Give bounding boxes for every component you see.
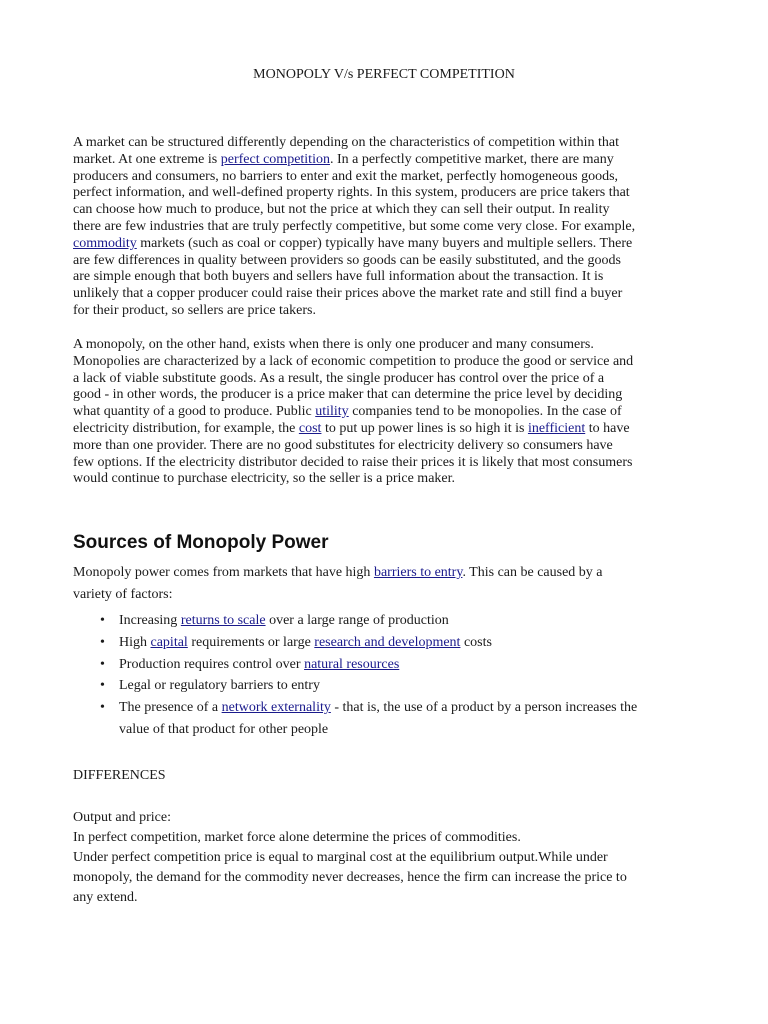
text-run: Monopoly power comes from markets that have high [73,565,374,580]
link-utility[interactable]: utility [315,404,349,420]
link-cost[interactable]: cost [298,420,322,436]
text-run: few options. If the electricity distributor decided to raise their prices it is likely that most consumers [73,454,633,470]
link-inefficient[interactable]: inefficient [527,420,586,436]
text-run: to have [585,420,630,436]
paragraph-monopoly-power [73,562,603,605]
text-line [73,169,635,186]
text-run: High [119,634,151,650]
text-run: electricity distribution, for example, the [73,420,299,436]
text-line [73,337,633,354]
link-perfect-competition[interactable]: perfect competition [220,151,330,167]
section-heading: Sources of Monopoly Power [73,532,329,553]
text-run: markets (such as coal or copper) typically have many buyers and multiple sellers. There [136,235,633,251]
text-line [73,202,635,219]
text-run: what quantity of a good to produce. Public [73,404,316,420]
text-run: variety of factors: [73,586,173,602]
text-run: perfect information, and well-defined property rights. In this system, producers are price takers that [73,185,630,201]
link-returns-to-scale[interactable]: returns to scale [180,613,266,628]
text-line [73,438,633,455]
list-item [100,632,637,654]
bullet-icon: • [100,656,105,672]
text-line [73,455,633,472]
text-run: - that is, the use of a product by a person increases the [330,700,638,716]
text-run: good - in other words, the producer is a price maker that can determine the price level by deciding [73,387,623,403]
link-barriers-to-entry[interactable]: barriers to entry [373,565,463,580]
text-run: are few differences in quality between providers so goods can be easily substituted, and the goods [73,252,621,268]
text-line [73,828,627,848]
text-run: are simple enough that both buyers and sellers have full information about the transaction. It is [73,269,604,285]
text-line [100,719,637,741]
bullet-icon: • [100,634,105,650]
paragraph-monopoly [73,337,633,488]
text-run: for their product, so sellers are price takers. [73,302,316,318]
text-run: . This can be caused by a [462,565,603,580]
text-run: any extend. [73,890,138,905]
text-line [73,371,633,388]
bullet-icon: • [100,700,105,716]
list-item [100,697,637,719]
text-run: more than one provider. There are no good substitutes for electricity delivery so consumers have [73,437,613,453]
text-line [73,471,633,488]
document-title: MONOPOLY V/s PERFECT COMPETITION [253,67,515,82]
text-line [73,387,633,404]
text-line [73,269,635,286]
bullet-icon: • [100,678,105,694]
text-run: unlikely that a copper producer could raise their prices above the market rate and still find a buyer [73,286,623,302]
text-line [73,303,635,320]
text-run: . In a perfectly competitive market, there are many [329,151,614,167]
text-run: companies tend to be monopolies. In the case of [348,404,622,420]
list-item [100,654,637,676]
text-run: requirements or large [187,634,315,650]
link-capital[interactable]: capital [150,634,188,650]
differences-heading: DIFFERENCES [73,768,166,783]
text-run: Under perfect competition price is equal to marginal cost at the equilibrium output.While under [73,850,608,865]
paragraph-output-price [73,808,627,908]
text-line [73,354,633,371]
text-line [73,868,627,888]
text-line [73,185,635,202]
text-line [73,421,633,438]
text-line [73,848,627,868]
bullet-icon: • [100,613,105,628]
text-run: costs [460,634,492,650]
text-line [73,888,627,908]
text-run: A market can be structured differently depending on the characteristics of competition within that [73,135,619,150]
text-line [73,286,635,303]
text-run: value of that product for other people [119,721,329,737]
text-line [73,584,603,606]
text-line [73,236,635,253]
text-run: In perfect competition, market force alone determine the prices of commodities. [73,830,521,845]
text-run: there are few industries that are truly perfectly competitive, but some come very close. For example, [73,218,636,234]
link-natural-resources[interactable]: natural resources [304,656,400,672]
text-run: over a large range of production [265,613,449,628]
text-run: Monopolies are characterized by a lack of economic competition to produce the good or service and [73,353,634,369]
text-run: market. At one extreme is [73,151,221,167]
text-run: would continue to purchase electricity, so the seller is a price maker. [73,471,456,487]
text-run: Output and price: [73,810,171,825]
text-run: can choose how much to produce, but not the price at which they can sell their output. In reality [73,202,610,218]
text-run: Increasing [119,613,181,628]
list-item [100,610,637,632]
list-item [100,675,637,697]
text-line [73,219,635,236]
text-run: a lack of viable substitute goods. As a result, the single producer has control over the price of a [73,370,605,386]
text-line [73,404,633,421]
text-run: to put up power lines is so high it is [321,420,528,436]
text-line [73,253,635,270]
paragraph-perfect-competition [73,135,635,320]
link-research-and-development[interactable]: research and development [314,634,461,650]
text-run: The presence of a [119,700,222,716]
text-run: A monopoly, on the other hand, exists when there is only one producer and many consumers. [73,337,594,352]
text-run: producers and consumers, no barriers to enter and exit the market, perfectly homogeneous goods, [73,168,619,184]
factors-list [100,610,637,741]
link-network-externality[interactable]: network externality [221,700,331,716]
link-commodity[interactable]: commodity [73,235,137,251]
text-run: Production requires control over [119,656,305,672]
text-line [73,808,627,828]
text-line [73,152,635,169]
text-run: Legal or regulatory barriers to entry [119,678,320,694]
text-line [73,135,635,152]
text-line [73,562,603,584]
text-run: monopoly, the demand for the commodity never decreases, hence the firm can increase the price to [73,870,627,885]
